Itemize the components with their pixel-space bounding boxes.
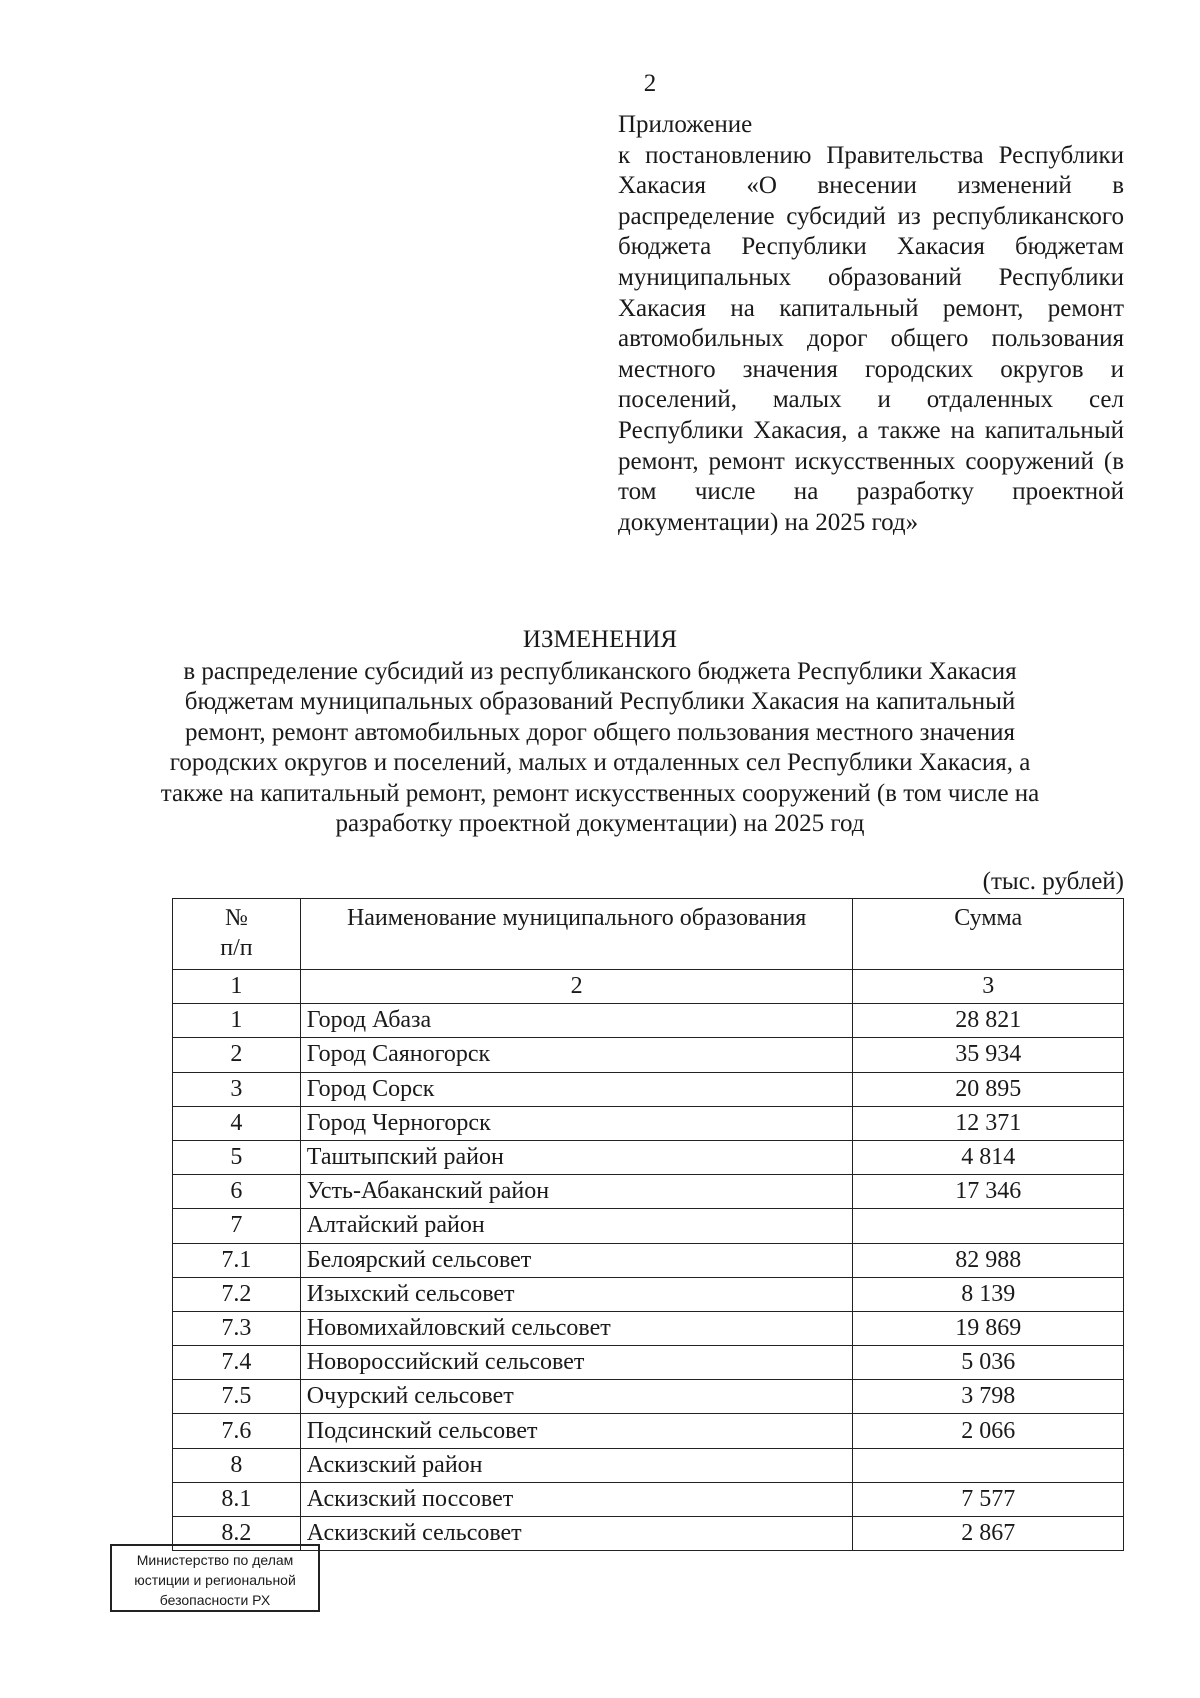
- row-sum-cell: [853, 1448, 1124, 1482]
- row-sum-cell: 20 895: [853, 1072, 1124, 1106]
- table-row: [173, 1038, 1124, 1072]
- unit-note: (тыс. рублей): [982, 868, 1124, 895]
- row-name-cell: Город Саяногорск: [300, 1038, 853, 1072]
- stamp-line: Министерство по делам: [136, 1552, 294, 1568]
- row-sum-cell: 82 988: [853, 1243, 1124, 1277]
- table-row: [173, 1311, 1124, 1345]
- table-row: [173, 1004, 1124, 1038]
- table-row: [173, 1482, 1124, 1516]
- row-sum-cell: 35 934: [853, 1038, 1124, 1072]
- row-name-cell: Изыхский сельсовет: [300, 1277, 853, 1311]
- heading-subtitle: в распределение субсидий из республиканского бюджета Республики Хакасия бюджетам муниципальных образований Республики Хакасия на капитальный ремонт, ремонт автомобильных дорог общего пользования местного значения городских округов и поселений, малых и отдаленных сел Республики Хакасия, а также на капитальный ремонт, ремонт искусственных сооружений (в том числе на разработку проектной документации) на 2025 год: [160, 657, 1040, 837]
- table-row: [173, 1380, 1124, 1414]
- row-number-cell: 8: [173, 1448, 301, 1482]
- row-name-cell: Таштыпский район: [300, 1140, 853, 1174]
- row-number-cell: 8.1: [173, 1482, 301, 1516]
- column-number-row: [173, 970, 1124, 1004]
- row-number-cell: 7.2: [173, 1277, 301, 1311]
- row-sum-cell: [853, 1209, 1124, 1243]
- stamp-line: юстиции и региональной: [134, 1572, 296, 1588]
- row-sum-cell: 19 869: [853, 1311, 1124, 1345]
- row-number-cell: 1: [173, 1004, 301, 1038]
- row-name-cell: Город Абаза: [300, 1004, 853, 1038]
- row-name-cell: Подсинский сельсовет: [300, 1414, 853, 1448]
- annex-title: Приложение: [618, 111, 753, 138]
- row-name-cell: Аскизский район: [300, 1448, 853, 1482]
- document-heading: [150, 625, 1050, 840]
- table-row: [173, 1140, 1124, 1174]
- row-name-cell: Город Черногорск: [300, 1106, 853, 1140]
- header-sum: Сумма: [853, 899, 1124, 970]
- row-number-cell: 7.6: [173, 1414, 301, 1448]
- registration-stamp: [110, 1544, 320, 1612]
- row-sum-cell: 4 814: [853, 1140, 1124, 1174]
- table-row: [173, 1448, 1124, 1482]
- annex-block: [618, 110, 1124, 538]
- subsidy-table: [172, 898, 1124, 1551]
- column-number-cell: 1: [173, 970, 301, 1004]
- annex-body: к постановлению Правительства Республики Хакасия «О внесении изменений в распределение субсидий из республиканского бюджета Республики Хакасия бюджетам муниципальных образований Республики Хакасия на капитальный ремонт, ремонт автомобильных дорог общего пользования местного значения городских округов и поселений, малых и отдаленных сел Республики Хакасия, а также на капитальный ремонт, ремонт искусственных сооружений (в том числе на разработку проектной документации) на 2025 год»: [618, 141, 1124, 536]
- row-number-cell: 6: [173, 1175, 301, 1209]
- row-name-cell: Аскизский сельсовет: [300, 1517, 853, 1551]
- row-name-cell: Усть-Абаканский район: [300, 1175, 853, 1209]
- header-number-line1: №: [224, 905, 248, 931]
- table-row: [173, 1277, 1124, 1311]
- row-number-cell: 7.1: [173, 1243, 301, 1277]
- row-name-cell: Белоярский сельсовет: [300, 1243, 853, 1277]
- table-header-row: [173, 899, 1124, 970]
- row-number-cell: 3: [173, 1072, 301, 1106]
- row-sum-cell: 5 036: [853, 1346, 1124, 1380]
- row-sum-cell: 28 821: [853, 1004, 1124, 1038]
- column-number-cell: 2: [300, 970, 853, 1004]
- table-row: [173, 1072, 1124, 1106]
- header-name: Наименование муниципального образования: [300, 899, 853, 970]
- row-sum-cell: 3 798: [853, 1380, 1124, 1414]
- heading-title: ИЗМЕНЕНИЯ: [522, 626, 678, 653]
- table-row: [173, 1346, 1124, 1380]
- row-number-cell: 4: [173, 1106, 301, 1140]
- row-sum-cell: 8 139: [853, 1277, 1124, 1311]
- column-number-cell: 3: [853, 970, 1124, 1004]
- stamp-line: безопасности РХ: [159, 1592, 271, 1608]
- row-number-cell: 7: [173, 1209, 301, 1243]
- table-row: [173, 1175, 1124, 1209]
- row-name-cell: Город Сорск: [300, 1072, 853, 1106]
- table-row: [173, 1106, 1124, 1140]
- page-number: 2: [643, 70, 657, 97]
- row-number-cell: 2: [173, 1038, 301, 1072]
- row-sum-cell: 2 867: [853, 1517, 1124, 1551]
- table-row: [173, 1414, 1124, 1448]
- row-sum-cell: 12 371: [853, 1106, 1124, 1140]
- row-sum-cell: 7 577: [853, 1482, 1124, 1516]
- row-sum-cell: 2 066: [853, 1414, 1124, 1448]
- row-name-cell: Алтайский район: [300, 1209, 853, 1243]
- row-name-cell: Новороссийский сельсовет: [300, 1346, 853, 1380]
- row-name-cell: Аскизский поссовет: [300, 1482, 853, 1516]
- table-row: [173, 1243, 1124, 1277]
- row-number-cell: 8.2: [173, 1517, 301, 1551]
- header-number: [173, 899, 301, 970]
- row-name-cell: Новомихайловский сельсовет: [300, 1311, 853, 1345]
- row-number-cell: 7.4: [173, 1346, 301, 1380]
- row-number-cell: 5: [173, 1140, 301, 1174]
- row-number-cell: 7.3: [173, 1311, 301, 1345]
- row-name-cell: Очурский сельсовет: [300, 1380, 853, 1414]
- row-sum-cell: 17 346: [853, 1175, 1124, 1209]
- row-number-cell: 7.5: [173, 1380, 301, 1414]
- table-row: [173, 1209, 1124, 1243]
- header-number-line2: п/п: [220, 935, 253, 961]
